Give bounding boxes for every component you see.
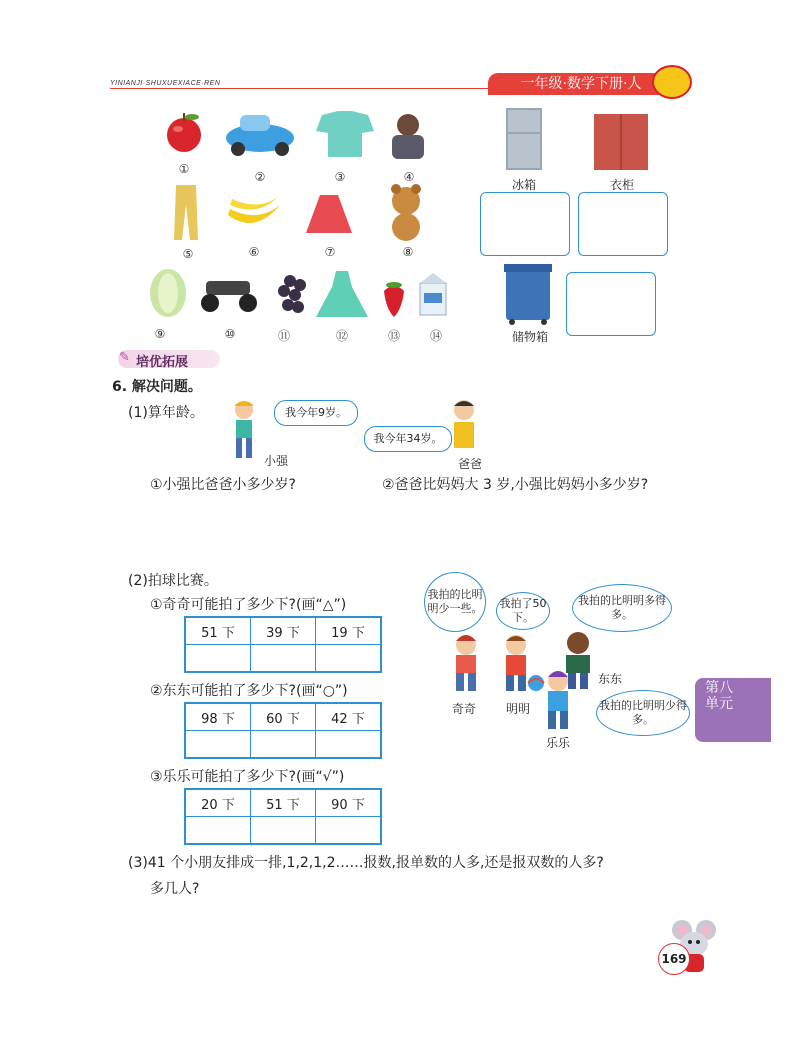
table-cell: 42 下 [316,703,382,731]
item-number: ② [254,170,266,184]
fridge-answer-box[interactable] [480,192,570,256]
item-number: ⑬ [387,329,400,343]
pants-icon [174,185,198,240]
wardrobe-icon [594,114,648,170]
skirt-icon [306,195,352,233]
part-1-title: (1)算年龄。 [128,405,204,421]
item-number: ⑫ [335,329,348,343]
count-table-dongdong [184,702,382,759]
table-cell: 51 下 [251,789,316,817]
pencil-icon: ✎ [119,350,130,365]
name-dongdong: 东东 [598,672,623,686]
table-cell: 39 下 [251,617,316,645]
teddy-bear-icon [391,184,421,241]
table-cell: 51 下 [185,617,251,645]
fridge-label: 冰箱 [512,178,537,192]
item-number: ⑤ [182,247,194,261]
item-number: ⑪ [277,329,290,343]
part-2-title: (2)拍球比赛。 [128,573,218,589]
item-number: ⑩ [224,327,236,341]
table-cell: 20 下 [185,789,251,817]
doll-icon [392,114,424,159]
speech-bubble-qiqi: 我拍的比明明少一些。 [424,572,486,632]
table-cell: 98 下 [185,703,251,731]
kid-lele-icon [548,671,568,729]
name-dad: 爸爸 [458,457,483,471]
speech-bubble-lele: 我拍的比明明少得多。 [596,690,690,736]
part-1-question-b: ②爸爸比妈妈大 3 岁,小强比妈妈小多少岁? [382,477,649,493]
part-3-line-2: 多几人? [150,881,200,897]
unit-label: 第八单元 [705,680,733,712]
speech-bubble-dad: 我今年34岁。 [364,426,452,452]
answer-cell[interactable] [251,731,316,759]
bin-label: 储物箱 [512,330,549,344]
item-number: ⑨ [154,327,166,341]
toy-car-icon [226,115,294,156]
name-qiqi: 奇奇 [452,702,477,716]
storage-bin-icon [504,264,552,325]
bin-answer-box[interactable] [566,272,656,336]
header-pinyin: YINIANJI·SHUXUEXIACE·REN [110,80,221,87]
part-2-question-a: ①奇奇可能拍了多少下?(画“△”) [150,597,347,613]
question-6-title: 6. 解决问题。 [112,379,202,395]
part-3-line-1: (3)41 个小朋友排成一排,1,2,1,2……报数,报单数的人多,还是报双数的人多? [128,855,604,871]
banana-icon [228,197,280,223]
item-number: ⑭ [429,329,442,343]
item-number: ③ [334,170,346,184]
speech-bubble-dongdong: 我拍的比明明多得多。 [572,584,672,632]
item-number: ① [178,162,190,176]
kid-mingming-icon [506,635,526,691]
ball-icon [528,675,544,691]
grapes-icon [278,275,306,313]
speech-bubble-mingming: 我拍了50下。 [496,592,550,630]
cabbage-icon [150,269,186,317]
kid-qiqi-icon [456,635,476,691]
ball-game-illustration [440,625,610,735]
apple-icon [167,113,201,152]
speech-bubble-xiaoqiang: 我今年9岁。 [274,400,358,426]
answer-cell[interactable] [251,645,316,673]
name-xiaoqiang: 小强 [264,454,289,468]
answer-cell[interactable] [185,731,251,759]
item-number: ⑧ [402,245,414,259]
count-table-lele [184,788,382,845]
answer-cell[interactable] [185,817,251,845]
answer-cell[interactable] [185,645,251,673]
wardrobe-answer-box[interactable] [578,192,668,256]
book-logo-badge [652,65,692,99]
item-number: ④ [403,170,415,184]
name-lele: 乐乐 [546,736,571,750]
answer-cell[interactable] [316,817,382,845]
boy-xiaoqiang-icon [234,401,254,458]
name-mingming: 明明 [506,702,531,716]
dress-icon [316,271,368,317]
milk-carton-icon [420,273,446,315]
table-cell: 90 下 [316,789,382,817]
item-number: ⑥ [248,245,260,259]
part-2-question-c: ③乐乐可能拍了多少下?(画“√”) [150,769,345,785]
kid-dongdong-icon [566,632,590,689]
shirt-icon [316,111,374,157]
count-table-qiqi [184,616,382,673]
unit-side-tab [695,678,771,742]
item-number: ⑦ [324,245,336,259]
table-cell: 19 下 [316,617,382,645]
answer-cell[interactable] [316,731,382,759]
table-cell: 60 下 [251,703,316,731]
page-number: 169 [658,943,690,975]
dad-icon [454,400,474,448]
section-title: 培优拓展 [136,355,189,370]
wardrobe-label: 衣柜 [610,178,635,192]
items-illustrations [140,105,460,350]
part-2-question-b: ②东东可能拍了多少下?(画“○”) [150,683,348,699]
part-1-question-a: ①小强比爸爸小多少岁? [150,477,296,493]
book-tag: 一年级·数学下册·人 [488,73,674,95]
toy-motorbike-icon [201,281,257,312]
answer-cell[interactable] [316,645,382,673]
fridge-icon [506,108,542,170]
strawberry-icon [384,282,404,317]
answer-cell[interactable] [251,817,316,845]
